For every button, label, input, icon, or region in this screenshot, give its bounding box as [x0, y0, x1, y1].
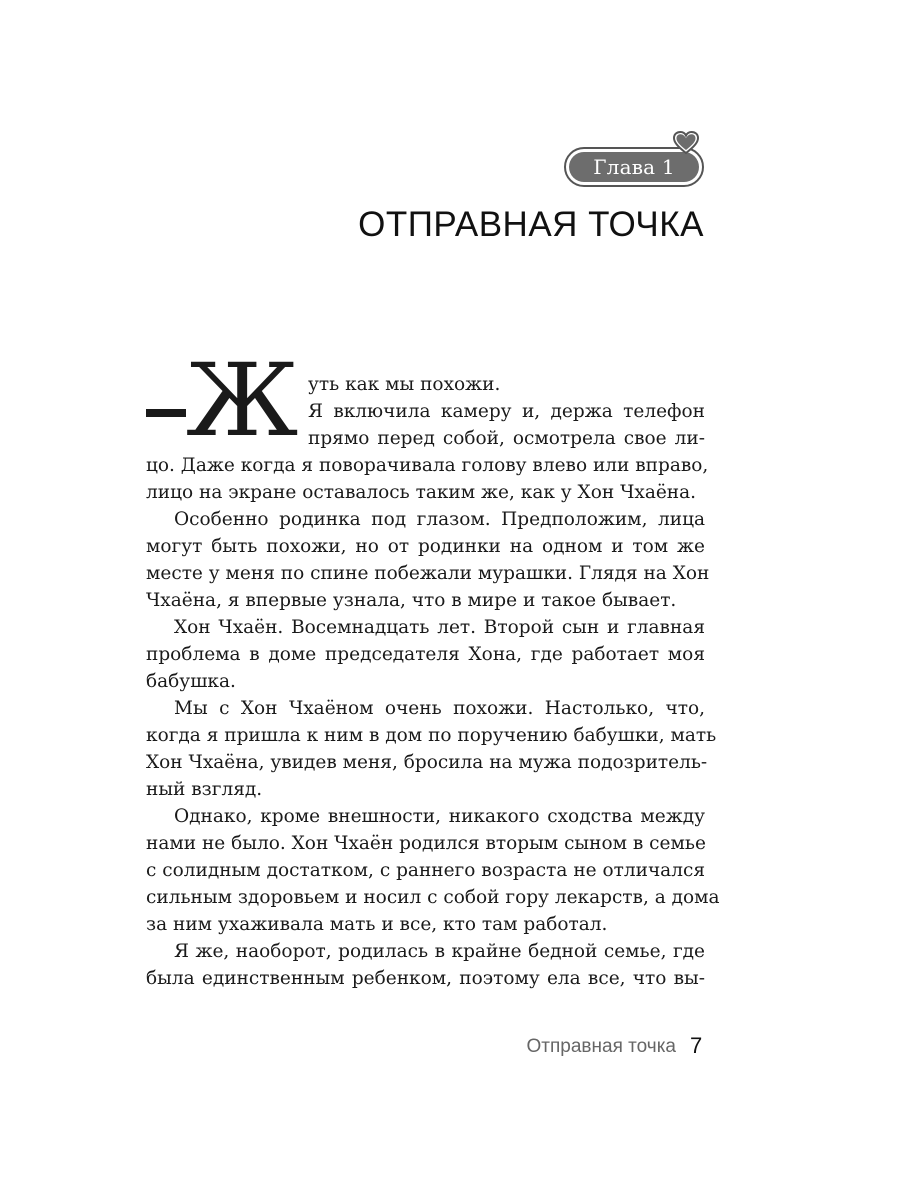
text-line: нами не было. Хон Чхаён родился вторым сыном в семье — [146, 833, 706, 854]
text-line: лицо на экране оставалось таким же, как у Хон Чхаёна. — [146, 482, 697, 503]
text-line: Однако, кроме внешности, никакого сходства между — [174, 806, 705, 827]
running-title: Отправная точка — [526, 1036, 676, 1057]
text-line: цо. Даже когда я поворачивала голову влево или вправо, — [146, 455, 709, 476]
chapter-title: ОТПРАВНАЯ ТОЧКА — [358, 205, 704, 244]
text-line: с солидным достатком, с раннего возраста не отличался — [146, 860, 705, 881]
text-line: была единственным ребенком, поэтому ела все, что вы- — [146, 968, 705, 989]
text-line: Мы с Хон Чхаёном очень похожи. Настолько, что, — [174, 698, 705, 719]
text-line: Особенно родинка под глазом. Предположим, лица — [174, 509, 705, 530]
text-line: сильным здоровьем и носил с собой гору лекарств, а дома — [146, 887, 720, 908]
drop-cap — [146, 342, 304, 461]
text-line: когда я пришла к ним в дом по поручению бабушки, мать — [146, 725, 717, 746]
text-line: Чхаёна, я впервые узнала, что в мире и такое бывает. — [146, 590, 677, 611]
text-line: Хон Чхаён. Восемнадцать лет. Второй сын и главная — [174, 617, 705, 638]
text-line: месте у меня по спине побежали мурашки. Глядя на Хон — [146, 563, 710, 584]
text-line: уть как мы похожи. — [308, 374, 501, 395]
text-line: проблема в доме председателя Хона, где работает моя — [146, 644, 705, 665]
text-line: Хон Чхаёна, увидев меня, бросила на мужа подозритель- — [146, 752, 708, 773]
text-line: могут быть похожи, но от родинки на одном и том же — [146, 536, 705, 557]
page-number: 7 — [690, 1033, 703, 1058]
text-line: Я включила камеру и, держа телефон — [308, 401, 705, 422]
heart-icon — [673, 131, 699, 155]
text-line: бабушка. — [146, 671, 236, 692]
dialogue-dash — [146, 409, 186, 417]
text-line: Я же, наоборот, родилась в крайне бедной семье, где — [174, 941, 705, 962]
text-line: ный взгляд. — [146, 779, 263, 800]
drop-cap-letter: Ж — [186, 342, 299, 459]
text-line: прямо перед собой, осмотрела свое ли- — [308, 428, 705, 449]
chapter-label: Глава 1 — [569, 152, 699, 182]
text-line: за ним ухаживала мать и все, кто там работал. — [146, 914, 608, 935]
